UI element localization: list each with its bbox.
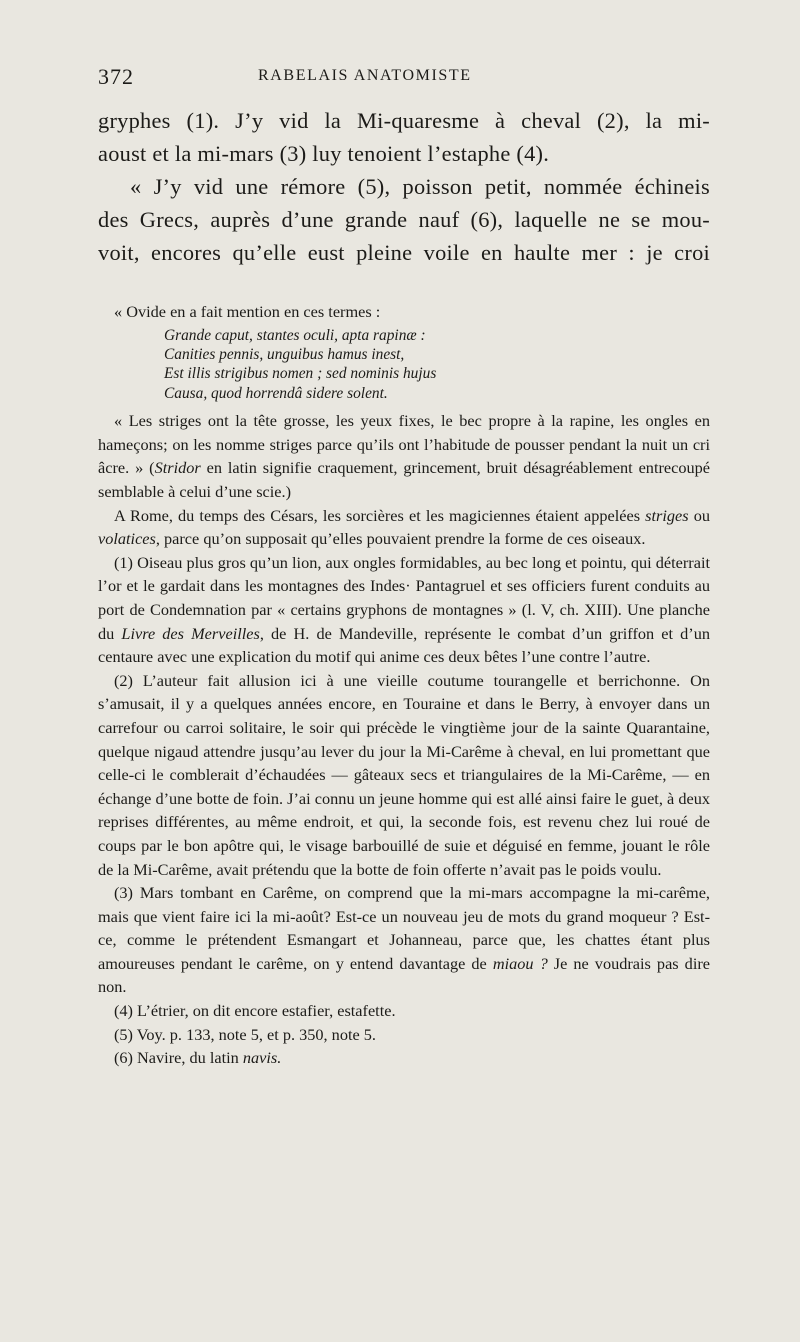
note-italic: striges [645, 505, 689, 525]
note-text: en latin signifie craquement, grincement, bruit désagréablement entrecoupé semblable à celui d’une scie.) [98, 458, 710, 501]
note-italic: volatices [98, 529, 156, 549]
verse-line: Causa, quod horrendâ sidere solent. [164, 384, 388, 402]
quote-intro: « Ovide en a fait mention en ces termes : [114, 302, 381, 321]
footnote-2: (2) L’auteur fait allusion ici à une vieille coutume tourangelle et berrichonne. On s’amusait, il y a quelques années encore, en Touraine et dans le Berry, à envoyer dans un carrefour ou carroi solitaire, le soir qui précède le vingtième jour de la sainte Quarantaine, quelque nigaud attendre jusqu’au lever du jour la Mi-Carême à cheval, en lui promettant que celle-ci le comblerait d’échaudées — gâteaux secs et triangulaires de la Mi-Carême, — en échange d’une botte de foin. J’ai connu un jeune homme qui est allé ainsi faire le guet, à deux reprises différentes, au même endroit, et qui, la seconde fois, est revenu chez lui roué de coups par le bon apôtre qui, le visage barbouillé de suie et déguisé en femme, jouant le rôle de la Mi-Carême, avait prétendu que la botte de foin offerte n’avait pas le poids voulu. [98, 670, 710, 879]
note-striges [98, 409, 710, 503]
note-text: , parce qu’on supposait qu’elles pouvaient prendre la forme de ces oiseaux. [155, 529, 646, 549]
page-header [98, 64, 708, 94]
note-text: ou [688, 505, 710, 525]
main-text-line: gryphes (1). J’y vid la Mi-quaresme à cheval (2), la mi- [98, 108, 710, 133]
main-text-line: aoust et la mi-mars (3) luy tenoient l’estaphe (4). [98, 141, 550, 166]
note-text: (3) Mars tombant en Carême, on comprend que la mi-mars accompagne la mi-carême, mais que vient faire ici la mi-août? Est-ce un nouveau jeu de mots du grand moqueur ? Est-ce, comme le prétendent Esmangart et Johanneau, parce que, les chattes étant plus amoureuses pendant le carême, on y entend davantage de [98, 883, 710, 973]
footnotes [98, 300, 710, 1070]
main-text [98, 104, 710, 269]
running-head: RABELAIS ANATOMISTE [258, 67, 472, 84]
verse-line: Grande caput, stantes oculi, apta rapinæ : [164, 326, 426, 344]
main-text-line: voit, encores qu’elle eust pleine voile en haulte mer : je croi [98, 240, 710, 265]
page-number: 372 [98, 64, 134, 89]
footnote-5: (5) Voy. p. 133, note 5, et p. 350, note 5. [114, 1024, 376, 1044]
note-text: , de H. de Mandeville, représente le combat d’un griffon et d’un centaure avec une explication du motif qui anime ces deux bêtes l’une contre l’autre. [98, 623, 710, 667]
latin-verse [164, 326, 710, 404]
note-italic: miaou ? [492, 953, 548, 973]
note-text: (1) Oiseau plus gros qu’un lion, aux ongles formidables, au bec long et pointu, qui déterrait l’or et le gardait dans les montagnes des Indes· Pantagruel et ses officiers furent conduits au port de Condemnation par « certains gryphons de montagnes » (l. V, ch. XIII). Une planche du [98, 552, 710, 643]
note-italic: Stridor [154, 458, 201, 478]
footnote-3 [98, 881, 710, 999]
main-text-line: des Grecs, auprès d’une grande nauf (6), laquelle ne se mou- [98, 207, 710, 232]
note-text: (6) Navire, du latin [114, 1048, 243, 1068]
note-text: A Rome, du temps des Césars, les sorcières et les magiciennes étaient appelées [114, 505, 646, 525]
main-text-line: « J’y vid une rémore (5), poisson petit, nommée échineis [130, 174, 710, 199]
footnote-4: (4) L’étrier, on dit encore estafier, estafette. [114, 1001, 396, 1021]
footnote-1 [98, 551, 710, 669]
verse-line: Canities pennis, unguibus hamus inest, [164, 346, 405, 363]
note-rome [98, 504, 710, 551]
verse-line: Est illis strigibus nomen ; sed nominis hujus [164, 365, 437, 383]
note-italic: Livre des Merveilles [121, 623, 260, 643]
note-italic: navis. [242, 1048, 282, 1068]
note-text: « Les striges ont la tête grosse, les yeux fixes, le bec propre à la rapine, les ongles en hameçons; on les nomme striges parce qu’ils ont l’habitude de pousser pendant la nuit un cri âcre. » ( [98, 411, 710, 478]
footnote-6 [98, 1046, 710, 1070]
note-text: Je ne voudrais pas dire non. [98, 953, 710, 997]
